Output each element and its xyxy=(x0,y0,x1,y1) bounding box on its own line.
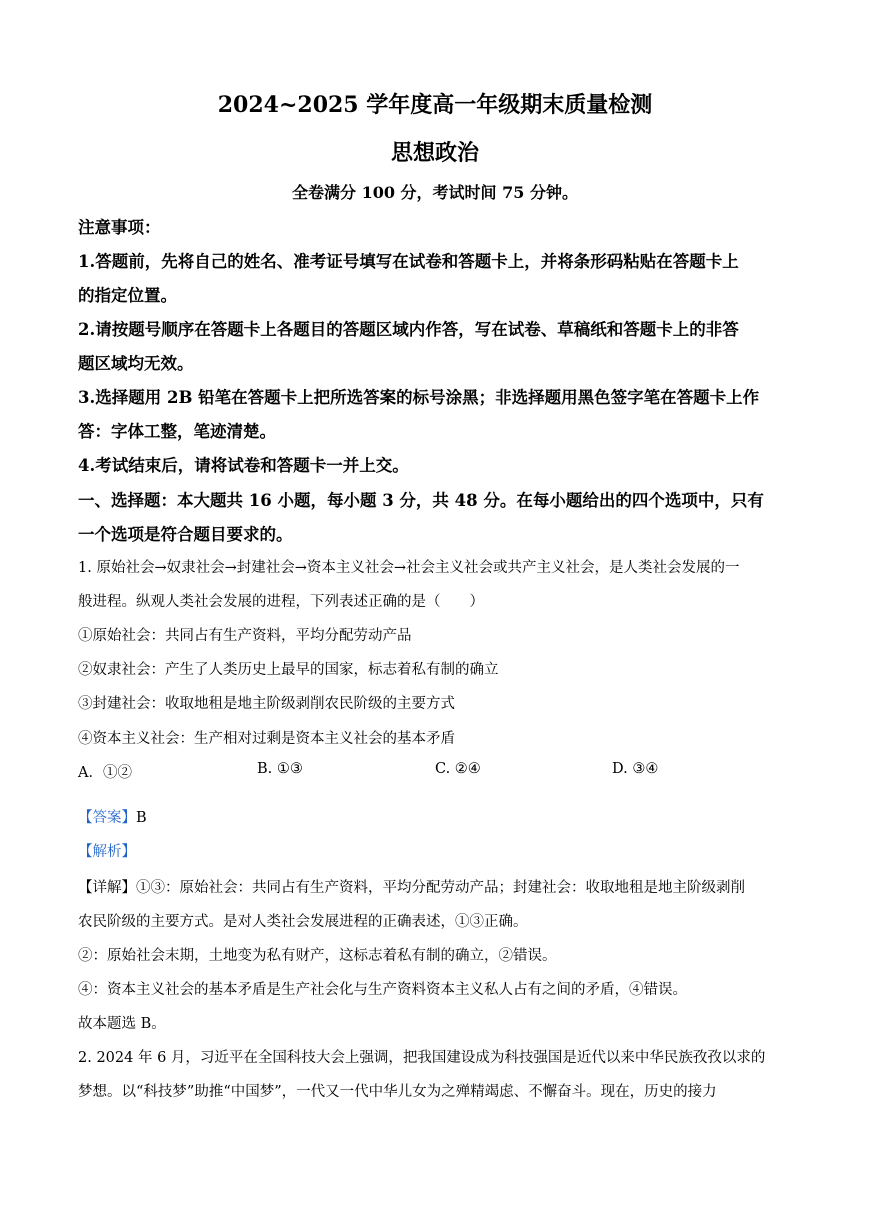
answer-line xyxy=(78,806,147,827)
notice-line: 3.选择题用 2B 铅笔在答题卡上把所选答案的标号涂黑；非选择题用黑色签字笔在答题卡上作 xyxy=(78,388,760,407)
exam-subject: 思想政治 xyxy=(390,140,479,166)
section-heading: 一个选项是符合题目要求的。 xyxy=(78,525,293,544)
notice-line: 2.请按题号顺序在答题卡上各题目的答题区域内作答，写在试卷、草稿纸和答题卡上的非答 xyxy=(78,320,739,339)
option-b: B. ①③ xyxy=(257,761,303,777)
notice-line: 1.答题前，先将自己的姓名、准考证号填写在试卷和答题卡上，并将条形码粘贴在答题卡上 xyxy=(78,252,739,271)
exam-info: 全卷满分 100 分，考试时间 75 分钟。 xyxy=(292,183,578,202)
option-d: D. ③④ xyxy=(612,761,659,777)
question-stem: 1. 原始社会→奴隶社会→封建社会→资本主义社会→社会主义社会或共产主义社会，是人类社会发展的一 xyxy=(78,560,740,576)
notice-heading: 注意事项： xyxy=(78,218,161,237)
answer-tag: 【答案】 xyxy=(78,810,136,826)
question-stem: 般进程。纵观人类社会发展的进程，下列表述正确的是（ ） xyxy=(78,594,484,610)
notice-line: 4.考试结束后，请将试卷和答题卡一并上交。 xyxy=(78,456,409,475)
conclusion-line: 故本题选 B。 xyxy=(78,1016,166,1032)
question-item: ②奴隶社会：产生了人类历史上最早的国家，标志着私有制的确立 xyxy=(78,662,499,678)
section-heading: 一、选择题：本大题共 16 小题，每小题 3 分，共 48 分。在每小题给出的四个选项中，只有 xyxy=(78,491,764,510)
detail-text: ①③：原始社会：共同占有生产资料，平均分配劳动产品；封建社会：收取地租是地主阶级剥削 xyxy=(136,880,745,896)
answer-value: B xyxy=(136,810,147,826)
option-c: C. ②④ xyxy=(435,761,481,777)
question-item: ①原始社会：共同占有生产资料，平均分配劳动产品 xyxy=(78,628,412,644)
exam-title: 2024~2025 学年度高一年级期末质量检测 xyxy=(217,92,653,118)
question-stem: 2. 2024 年 6 月，习近平在全国科技大会上强调，把我国建设成为科技强国是近代以来中华民族孜孜以求的 xyxy=(78,1050,766,1066)
notice-line: 的指定位置。 xyxy=(78,286,177,305)
detail-line xyxy=(78,876,745,897)
detail-line: ②：原始社会末期，土地变为私有财产，这标志着私有制的确立，②错误。 xyxy=(78,948,557,964)
option-a: A．①② xyxy=(78,765,132,781)
detail-line: 农民阶级的主要方式。是对人类社会发展进程的正确表述，①③正确。 xyxy=(78,914,528,930)
notice-line: 答：字体工整，笔迹清楚。 xyxy=(78,422,276,441)
question-item: ④资本主义社会：生产相对过剩是资本主义社会的基本矛盾 xyxy=(78,731,455,747)
answer-options xyxy=(78,761,798,783)
analysis-tag: 【解析】 xyxy=(78,844,136,860)
question-stem: 梦想。以“科技梦”助推“中国梦”，一代又一代中华儿女为之殚精竭虑、不懈奋斗。现在，历史的接力 xyxy=(78,1084,717,1100)
detail-tag: 【详解】 xyxy=(78,880,136,896)
detail-line: ④：资本主义社会的基本矛盾是生产社会化与生产资料资本主义私人占有之间的矛盾，④错误。 xyxy=(78,982,687,998)
notice-line: 题区域均无效。 xyxy=(78,354,194,373)
question-item: ③封建社会：收取地租是地主阶级剥削农民阶级的主要方式 xyxy=(78,696,455,712)
